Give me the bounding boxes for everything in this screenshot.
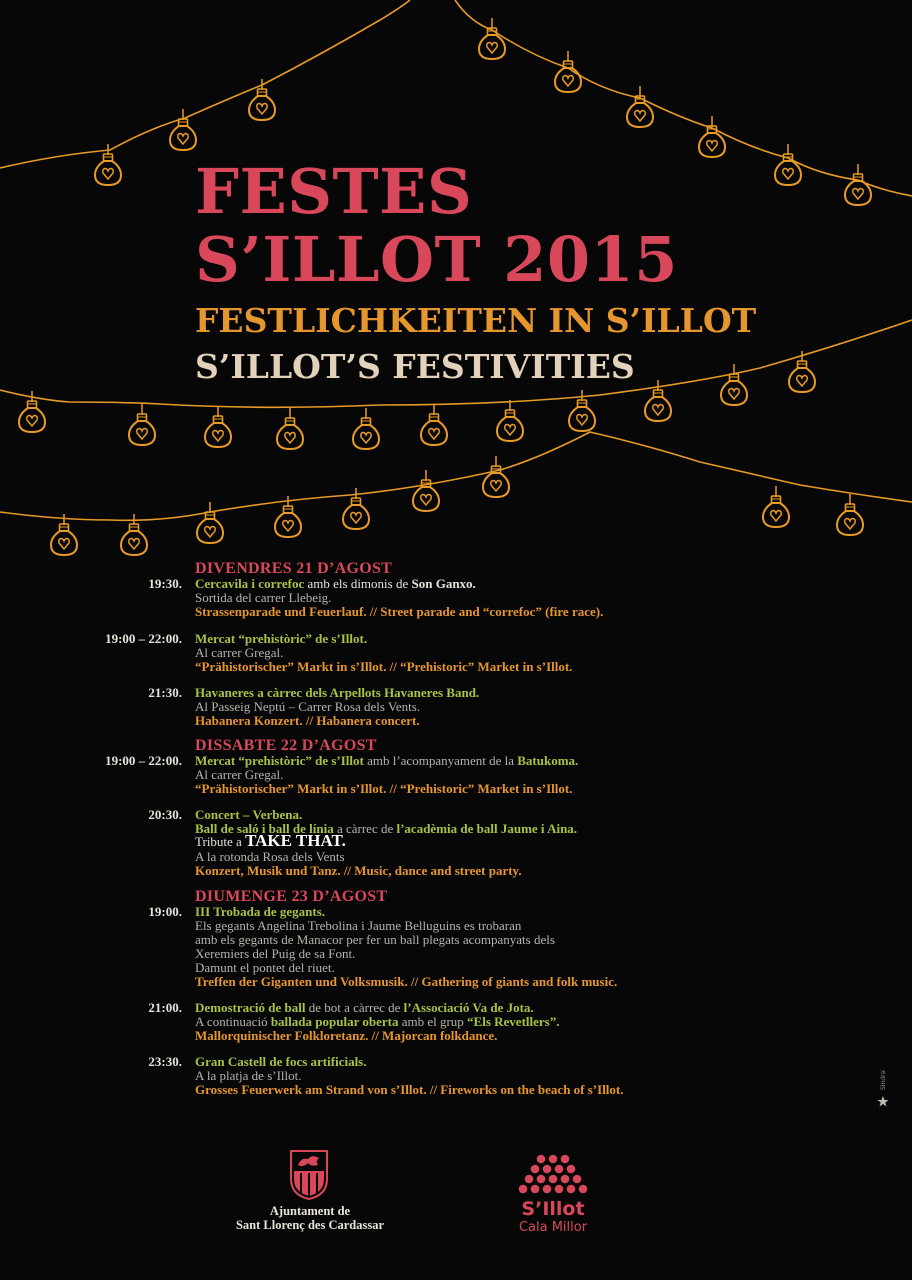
- light-bulb-icon: [129, 404, 155, 445]
- light-bulb-icon: [789, 351, 815, 392]
- coat-of-arms-icon: [289, 1149, 329, 1201]
- event-place: A la platja de s’Illot.: [195, 1068, 302, 1083]
- event-place: Al Passeig Neptú – Carrer Rosa dels Vents.: [195, 699, 421, 714]
- event-subtitle-main: Ball de saló i ball de línia: [195, 821, 334, 836]
- light-bulb-icon: [197, 502, 223, 543]
- event-time: 19:00 – 22:00.: [105, 631, 182, 646]
- event-title-connector: amb els dimonis de: [304, 576, 412, 591]
- light-bulb-icon: [413, 470, 439, 511]
- event-title-main: Demostració de ball: [195, 1000, 306, 1015]
- sillot-logo-name: S’Illot: [521, 1198, 585, 1220]
- event-title: Mercat “prehistòric” de s’Illot.: [195, 631, 368, 646]
- light-bulb-icon: [775, 144, 801, 185]
- credit-text: Sindral: [880, 1070, 887, 1090]
- event-performer: Batukoma.: [517, 753, 579, 768]
- event-description: amb els gegants de Manacor per fer un ball plegats acompanyats dels: [195, 932, 555, 947]
- event-translation: “Prähistorischer” Markt in s’Illot. // “Prehistoric” Market in s’Illot.: [195, 659, 573, 674]
- event-subtitle-main: ballada popular oberta: [270, 1014, 399, 1029]
- event-title: Havaneres a càrrec dels Arpellots Havaneres Band.: [195, 685, 480, 700]
- light-bulb-icon: [421, 404, 447, 445]
- event-time: 20:30.: [148, 807, 182, 822]
- event-translation: “Prähistorischer” Markt in s’Illot. // “Prehistoric” Market in s’Illot.: [195, 781, 573, 796]
- event-tribute-label: Tribute a: [195, 834, 246, 849]
- light-bulb-icon: [95, 144, 121, 185]
- light-bulb-icon: [497, 400, 523, 441]
- title-line-1: FESTES: [195, 155, 473, 228]
- garland-wire: [455, 0, 912, 196]
- light-bulb-icon: [483, 456, 509, 497]
- event-time: 23:30.: [148, 1054, 182, 1069]
- dot-triangle-icon: [517, 1154, 589, 1196]
- event-title-connector: de bot a càrrec de: [305, 1000, 404, 1015]
- light-bulb-icon: [277, 408, 303, 449]
- event-description: Xeremiers del Puig de sa Font.: [195, 946, 356, 961]
- event-place: Sortida del carrer Llebeig.: [195, 590, 332, 605]
- event-translation: Konzert, Musik und Tanz. // Music, dance and street party.: [195, 863, 522, 878]
- event-time: 19:30.: [148, 576, 182, 591]
- event-tribute: [195, 831, 346, 850]
- designer-credit: [873, 1070, 893, 1114]
- day-heading-saturday: DISSABTE 22 D’AGOST: [195, 737, 377, 754]
- event-subtitle: [195, 1015, 559, 1029]
- event-translation: Mallorquinischer Folkloretanz. // Majorcan folkdance.: [195, 1028, 498, 1043]
- event-time: 21:30.: [148, 685, 182, 700]
- event-performer: l’Associació Va de Jota.: [403, 1000, 534, 1015]
- event-title-main: Cercavila i correfoc: [195, 576, 305, 591]
- light-bulb-icon: [721, 364, 747, 405]
- event-place: Al carrer Gregal.: [195, 645, 284, 660]
- event-title: [195, 577, 476, 591]
- event-place: Al carrer Gregal.: [195, 767, 284, 782]
- day-heading-friday: DIVENDRES 21 D’AGOST: [195, 560, 393, 577]
- event-performer: l’acadèmia de ball Jaume i Aina.: [396, 821, 578, 836]
- event-title-main: Mercat “prehistòric” de s’Illot: [195, 753, 364, 768]
- event-translation: Grosses Feuerwerk am Strand von s’Illot. // Fireworks on the beach of s’Illot.: [195, 1082, 624, 1097]
- garland-wire: [0, 0, 410, 168]
- light-bulb-icon: [19, 391, 45, 432]
- event-title-connector: amb l’acompanyament de la: [363, 753, 518, 768]
- event-performer: “Els Revetllers”.: [467, 1014, 560, 1029]
- event-performer: Son Ganxo.: [411, 576, 476, 591]
- event-time: 19:00 – 22:00.: [105, 753, 182, 768]
- event-title: [195, 1001, 534, 1015]
- light-bulb-icon: [353, 408, 379, 449]
- light-bulb-icon: [51, 514, 77, 555]
- day-heading-sunday: DIUMENGE 23 D’AGOST: [195, 888, 388, 905]
- event-time: 21:00.: [148, 1000, 182, 1015]
- light-bulb-icon: [699, 116, 725, 157]
- event-time: 19:00.: [148, 904, 182, 919]
- event-title: [195, 754, 578, 768]
- light-bulb-icon: [763, 486, 789, 527]
- ajuntament-label-line2: Sant Llorenç des Cardassar: [235, 1218, 385, 1232]
- event-description: Damunt el pontet del riuet.: [195, 960, 335, 975]
- event-place: A la rotonda Rosa dels Vents: [195, 849, 345, 864]
- footer: [0, 1140, 912, 1280]
- event-title: Gran Castell de focs artificials.: [195, 1054, 367, 1069]
- event-title: Concert – Verbena.: [195, 807, 303, 822]
- event-translation: Strassenparade und Feuerlauf. // Street parade and “correfoc” (fire race).: [195, 604, 604, 619]
- light-bulb-icon: [479, 18, 505, 59]
- ajuntament-label-line1: Ajuntament de: [269, 1204, 351, 1218]
- sillot-logo-subtitle: Cala Millor: [518, 1220, 588, 1235]
- event-title: III Trobada de gegants.: [195, 904, 326, 919]
- subtitle-english: S’ILLOT’S FESTIVITIES: [195, 347, 635, 386]
- light-bulb-icon: [555, 51, 581, 92]
- event-subtitle-connector: a càrrec de: [333, 821, 397, 836]
- subtitle-german: FESTLICHKEITEN IN S’ILLOT: [195, 301, 757, 340]
- light-bulb-icon: [845, 164, 871, 205]
- event-description: Els gegants Angelina Trebolina i Jaume Belluguins es trobaran: [195, 918, 522, 933]
- light-bulb-icon: [627, 86, 653, 127]
- title-line-2: S’ILLOT 2015: [195, 223, 678, 296]
- event-translation: Treffen der Giganten und Volksmusik. // Gathering of giants and folk music.: [195, 974, 618, 989]
- light-bulb-icon: [205, 406, 231, 447]
- light-bulb-icon: [249, 79, 275, 120]
- event-tribute-band: TAKE THAT.: [245, 831, 346, 850]
- event-subtitle-connector: amb el grup: [398, 1014, 468, 1029]
- light-bulb-icon: [837, 494, 863, 535]
- event-subtitle-connector: A continuació: [195, 1014, 271, 1029]
- star-icon: [873, 1070, 893, 1114]
- event-translation: Habanera Konzert. // Habanera concert.: [195, 713, 420, 728]
